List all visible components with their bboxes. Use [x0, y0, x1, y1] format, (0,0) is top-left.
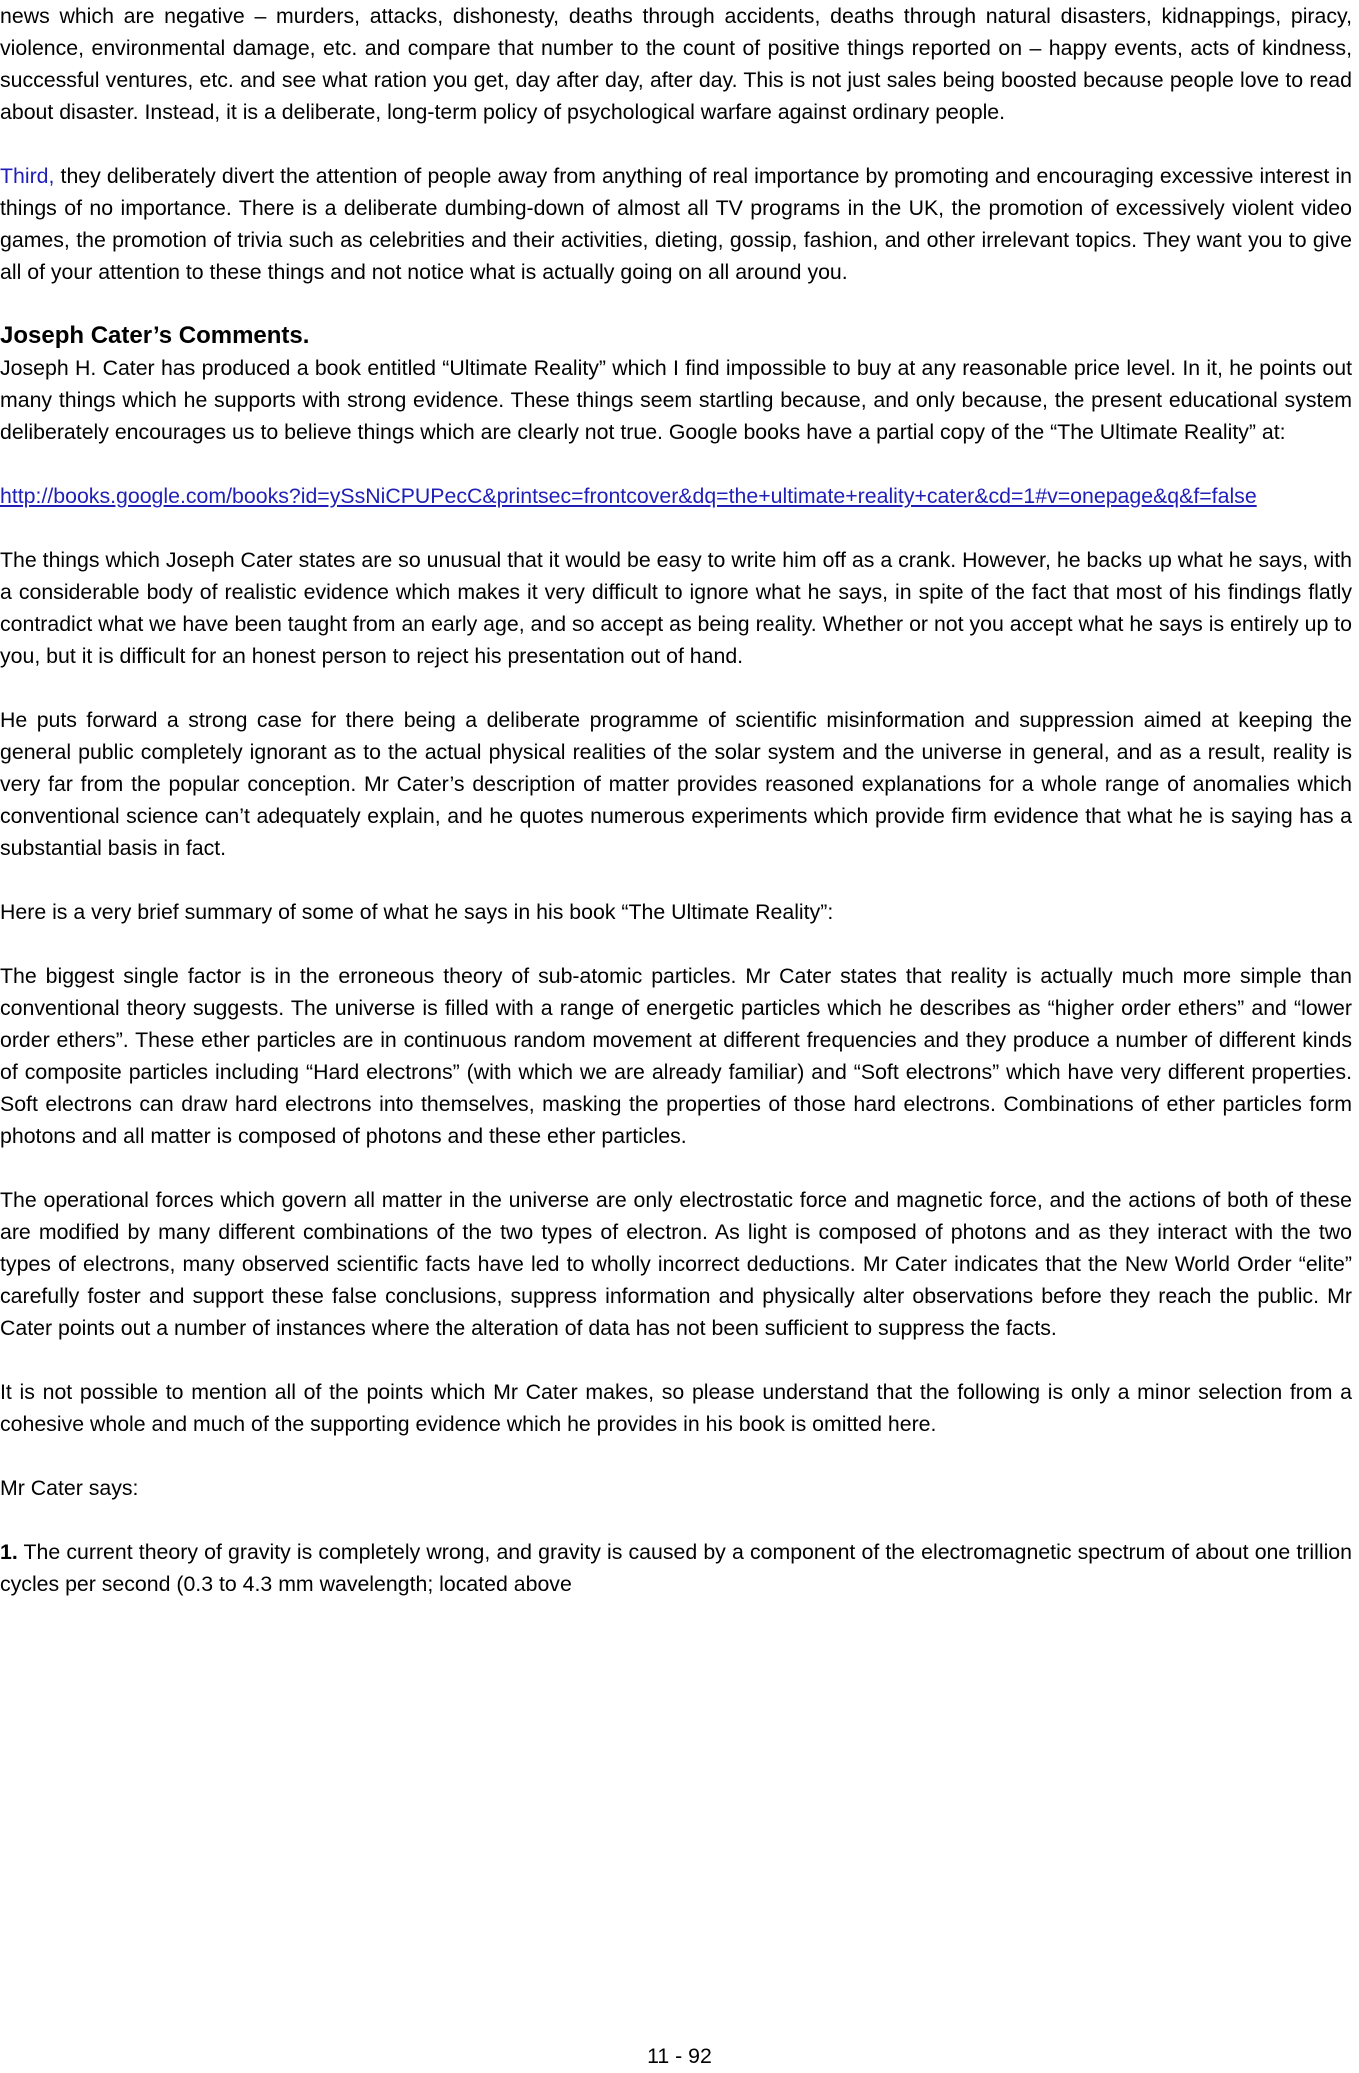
paragraph-cater-says: Mr Cater says:	[0, 1476, 139, 1500]
paragraph-minor-selection: It is not possible to mention all of the points which Mr Cater makes, so please understand that the following is only a minor selection from a cohesive whole and much of the supporting evidence which he provides in his book is omitted here.	[0, 1380, 1352, 1436]
point-one-text: The current theory of gravity is completely wrong, and gravity is caused by a component of the electromagnetic spectrum of about one trillion cycles per second (0.3 to 4.3 mm wavelength; located above	[0, 1540, 1352, 1596]
third-label: Third,	[0, 164, 55, 188]
paragraph-sub-atomic: The biggest single factor is in the erroneous theory of sub-atomic particles. Mr Cater states that reality is actually much more simple than conventional theory suggests. The universe is filled with a range of energetic particles which he describes as “higher order ethers” and “lower order ethers”. These ether particles are in continuous random movement at different frequencies and they produce a number of different kinds of composite particles including “Hard electrons” (with which we are already familiar) and “Soft electrons” which have very different properties. Soft electrons can draw hard electrons into themselves, masking the properties of those hard electrons. Combinations of ether particles form photons and all matter is composed of photons and these ether particles.	[0, 964, 1352, 1148]
page-number: 11 - 92	[647, 2044, 712, 2068]
paragraph-summary-intro: Here is a very brief summary of some of what he says in his book “The Ultimate Reality”:	[0, 900, 834, 924]
paragraph-unusual-claims: The things which Joseph Cater states are so unusual that it would be easy to write him off as a crank. However, he backs up what he says, with a considerable body of realistic evidence which makes it very difficult to ignore what he says, in spite of the fact that most of his findings flatly contradict what we have been taught from an early age, and so accept as being reality. Whether or not you accept what he says is entirely up to you, but it is difficult for an honest person to reject his presentation out of hand.	[0, 548, 1352, 668]
paragraph-third-point	[0, 160, 1352, 288]
paragraph-negative-news: news which are negative – murders, attacks, dishonesty, deaths through accidents, deaths through natural disasters, kidnappings, piracy, violence, environmental damage, etc. and compare that number to the count of positive things reported on – happy events, acts of kindness, successful ventures, etc. and see what ration you get, day after day, after day. This is not just sales being boosted because people love to read about disaster. Instead, it is a deliberate, long-term policy of psychological warfare against ordinary people.	[0, 4, 1352, 124]
paragraph-point-one	[0, 1536, 1352, 1600]
paragraph-misinformation: He puts forward a strong case for there being a deliberate programme of scientific misinformation and suppression aimed at keeping the general public completely ignorant as to the actual physical realities of the solar system and the universe in general, and as a result, reality is very far from the popular conception. Mr Cater’s description of matter provides reasoned explanations for a whole range of anomalies which conventional science can’t adequately explain, and he quotes numerous experiments which provide firm evidence that what he is saying has a substantial basis in fact.	[0, 708, 1352, 860]
paragraph-cater-intro: Joseph H. Cater has produced a book entitled “Ultimate Reality” which I find impossible to buy at any reasonable price level. In it, he points out many things which he supports with strong evidence. These things seem startling because, and only because, the present educational system deliberately encourages us to believe things which are clearly not true. Google books have a partial copy of the “The Ultimate Reality” at:	[0, 356, 1352, 444]
google-books-link[interactable]: http://books.google.com/books?id=ySsNiCPUPecC&printsec=frontcover&dq=the+ultimate+reality+cater&cd=1#v=onepage&q&f=false	[0, 484, 1257, 508]
third-text: they deliberately divert the attention of people away from anything of real importance by promoting and encouraging excessive interest in things of no importance. There is a deliberate dumbing-down of almost all TV programs in the UK, the promotion of excessively violent video games, the promotion of trivia such as celebrities and their activities, dieting, gossip, fashion, and other irrelevant topics. They want you to give all of your attention to these things and not notice what is actually going on all around you.	[0, 164, 1352, 284]
paragraph-operational-forces: The operational forces which govern all matter in the universe are only electrostatic force and magnetic force, and the actions of both of these are modified by many different combinations of the two types of electron. As light is composed of photons and as they interact with the two types of electrons, many observed scientific facts have led to wholly incorrect deductions. Mr Cater indicates that the New World Order “elite” carefully foster and support these false conclusions, suppress information and physically alter observations before they reach the public. Mr Cater points out a number of instances where the alteration of data has not been sufficient to suppress the facts.	[0, 1188, 1352, 1340]
section-heading: Joseph Cater’s Comments.	[0, 322, 310, 349]
point-number: 1.	[0, 1540, 18, 1564]
